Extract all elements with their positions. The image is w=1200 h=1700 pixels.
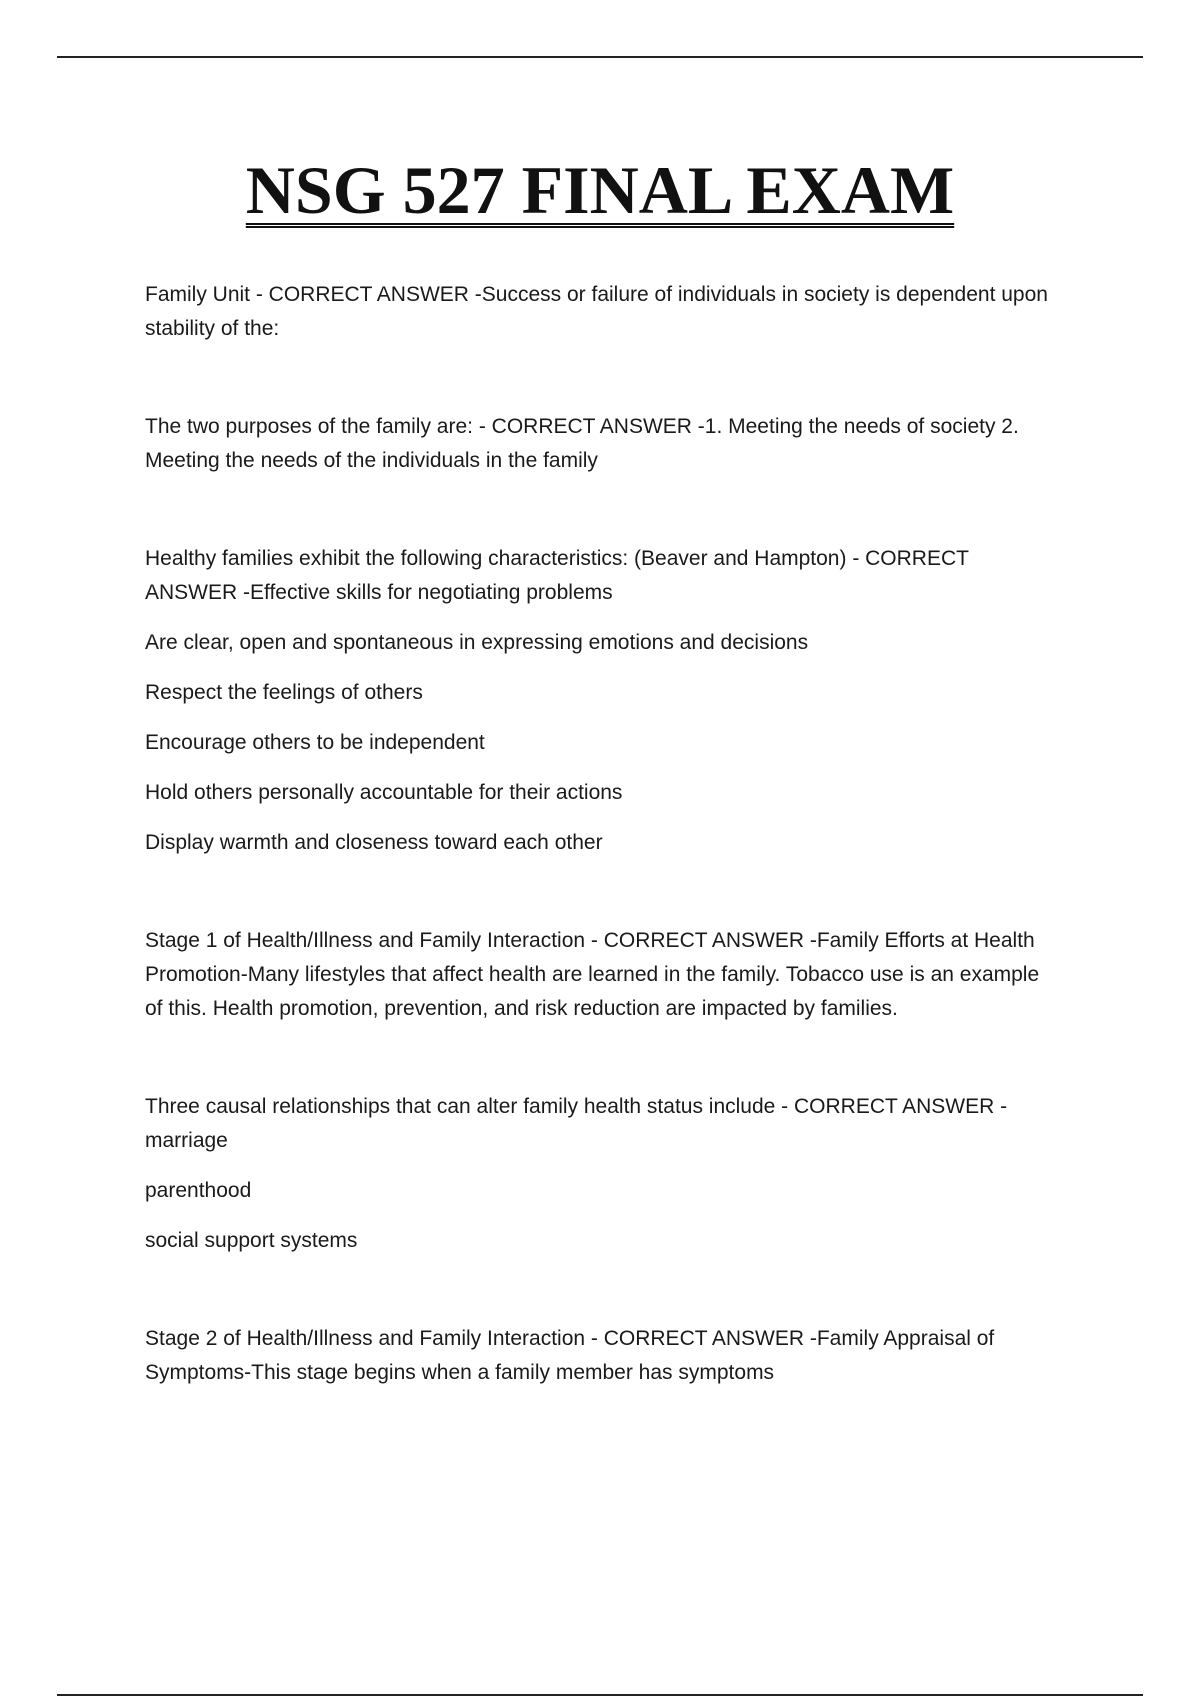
qa-paragraph: Healthy families exhibit the following characteristics: (Beaver and Hampton) - CORRECT ANSWER -Effective skills for negotiating problems (145, 547, 969, 604)
qa-list-line: parenthood (145, 1179, 252, 1202)
document-body (145, 278, 1050, 1454)
qa-paragraph: Stage 1 of Health/Illness and Family Interaction - CORRECT ANSWER -Family Efforts at Health Promotion-Many lifestyles that affect health are learned in the family. Tobacco use is an example of this. Health promotion, prevention, and risk reduction are impacted by families. (145, 929, 1040, 1020)
bottom-rule (57, 1694, 1143, 1696)
qa-item-stage-2 (145, 1322, 1050, 1390)
qa-item-causal-relationships (145, 1090, 1050, 1258)
qa-item-family-purposes (145, 410, 1050, 478)
qa-list-line: social support systems (145, 1229, 358, 1252)
title-block (0, 150, 1200, 230)
qa-paragraph: The two purposes of the family are: - CORRECT ANSWER -1. Meeting the needs of society 2. Meeting the needs of the individuals in the family (145, 415, 1019, 472)
qa-item-healthy-families (145, 542, 1050, 860)
qa-list-line: Are clear, open and spontaneous in expressing emotions and decisions (145, 631, 809, 654)
document-title: NSG 527 FINAL EXAM (245, 152, 955, 228)
qa-paragraph: Stage 2 of Health/Illness and Family Interaction - CORRECT ANSWER -Family Appraisal of Symptoms-This stage begins when a family member has symptoms (145, 1327, 995, 1384)
qa-list-line: Encourage others to be independent (145, 731, 485, 754)
qa-list-line: Respect the feelings of others (145, 681, 423, 704)
qa-item-family-unit (145, 278, 1050, 346)
qa-list-line: Display warmth and closeness toward each other (145, 831, 603, 854)
top-rule (57, 56, 1143, 58)
qa-paragraph: Family Unit - CORRECT ANSWER -Success or failure of individuals in society is dependent upon stability of the: (145, 283, 1048, 340)
qa-item-stage-1 (145, 924, 1050, 1026)
qa-paragraph: Three causal relationships that can alter family health status include - CORRECT ANSWER - marriage (145, 1095, 1008, 1152)
qa-list-line: Hold others personally accountable for their actions (145, 781, 623, 804)
